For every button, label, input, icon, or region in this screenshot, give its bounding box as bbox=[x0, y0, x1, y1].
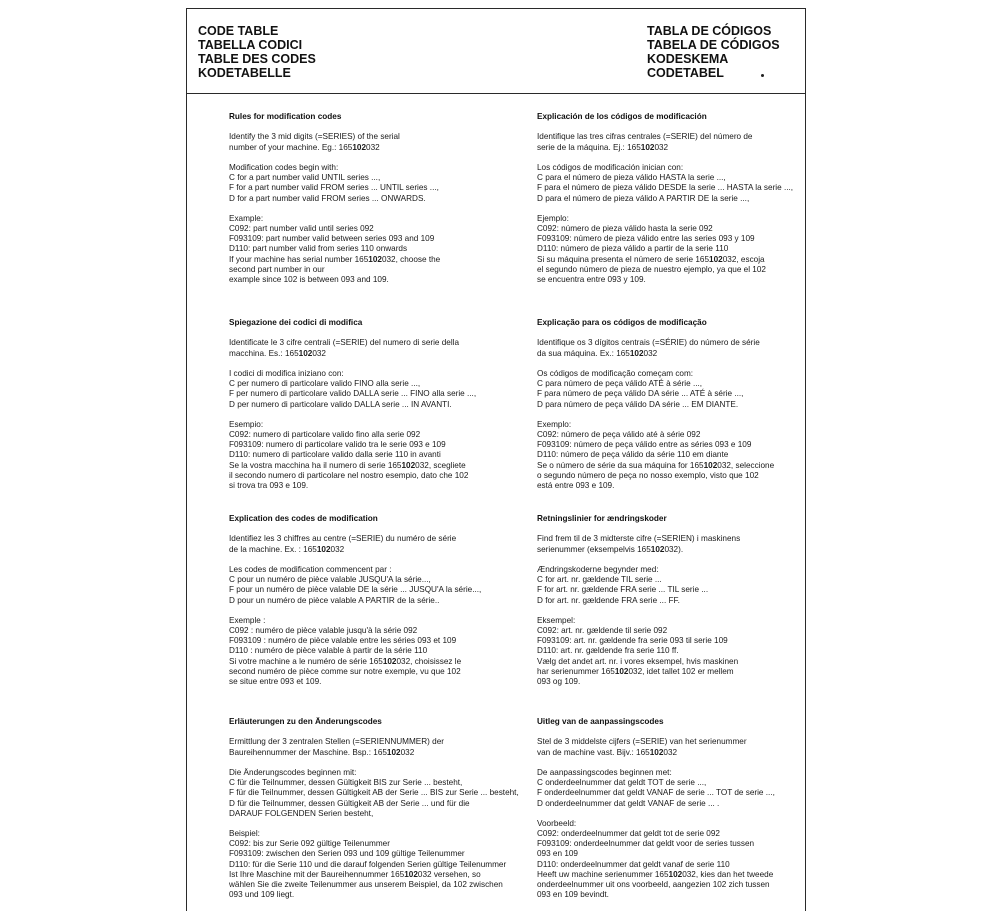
text-line bbox=[537, 748, 775, 758]
section-heading: Explicação para os códigos de modificação bbox=[537, 318, 707, 327]
text-line bbox=[537, 870, 775, 880]
paragraph bbox=[229, 338, 476, 358]
text-line bbox=[229, 349, 476, 359]
text-line: está entre 093 e 109. bbox=[537, 481, 615, 491]
text-line: C092: part number valid until series 092 bbox=[229, 224, 374, 234]
text-line: C092: número de peça válido até à série 092 bbox=[537, 430, 701, 440]
paragraph bbox=[537, 163, 793, 204]
serial-series-digits: 102 bbox=[316, 544, 331, 554]
text-line: Beispiel: bbox=[229, 829, 260, 839]
header-titles-right bbox=[647, 24, 780, 80]
text-line: De aanpassingscodes beginnen met: bbox=[537, 767, 672, 777]
text-line: D für die Teilnummer, dessen Gültigkeit AB der Serie ... und für die bbox=[229, 798, 470, 808]
text-line: F093109: número de peça válido entre as séries 093 e 109 bbox=[537, 440, 752, 450]
text-segment: 032 bbox=[654, 142, 669, 152]
paragraph bbox=[229, 369, 476, 410]
section-body bbox=[537, 338, 774, 491]
text-segment: 032 bbox=[643, 348, 658, 358]
text-segment: Se la vostra macchina ha il numero di serie 165 bbox=[229, 460, 402, 470]
text-line bbox=[229, 545, 481, 555]
text-segment: har serienummer 165 bbox=[537, 666, 615, 676]
text-line: C onderdeelnummer dat geldt TOT de serie ..., bbox=[537, 778, 707, 788]
paragraph bbox=[537, 768, 775, 809]
text-line: F093109: zwischen den Serien 093 und 109 gültige Teilenummer bbox=[229, 849, 465, 859]
text-segment: Se o número de série da sua máquina for 165 bbox=[537, 460, 704, 470]
text-line: C092 : numéro de pièce valable jusqu'à la série 092 bbox=[229, 626, 418, 636]
text-line: C092: numero di particolare valido fino alla serie 092 bbox=[229, 430, 421, 440]
section-modification-codes-pt bbox=[537, 318, 774, 501]
text-line: D110: onderdeelnummer dat geldt vanaf de serie 110 bbox=[537, 859, 730, 869]
text-segment: 032 bbox=[663, 747, 678, 757]
text-segment: serie de la máquina. Ej.: 165 bbox=[537, 142, 641, 152]
text-segment: If your machine has serial number 165 bbox=[229, 254, 369, 264]
text-line: D for a part number valid FROM series ... ONWARDS. bbox=[229, 193, 426, 203]
paragraph bbox=[229, 737, 519, 757]
text-segment: Ist Ihre Maschine mit der Baureihennummer 165 bbox=[229, 869, 405, 879]
text-line bbox=[229, 657, 481, 667]
text-line: Identifique os 3 dígitos centrais (=SÉRIE) do número de série bbox=[537, 338, 760, 348]
serial-series-digits: 102 bbox=[703, 460, 718, 470]
scan-mark bbox=[761, 74, 764, 77]
section-heading: Retningslinier for ændringskoder bbox=[537, 514, 667, 523]
text-line: Die Änderungscodes beginnen mit: bbox=[229, 767, 357, 777]
paragraph bbox=[537, 616, 740, 687]
text-line: F per numero di particolare valido DALLA serie ... FINO alla serie ..., bbox=[229, 389, 477, 399]
text-line: F onderdeelnummer dat geldt VANAF de serie ... TOT de serie ..., bbox=[537, 788, 775, 798]
text-line: Voorbeeld: bbox=[537, 818, 577, 828]
text-line: Identificate le 3 cifre centrali (=SERIE) del numero di serie della bbox=[229, 338, 460, 348]
paragraph bbox=[537, 565, 740, 606]
text-segment: serienummer (eksempelvis 165 bbox=[537, 544, 651, 554]
section-heading: Erläuterungen zu den Änderungscodes bbox=[229, 717, 382, 726]
text-line bbox=[229, 870, 519, 880]
paragraph bbox=[229, 565, 481, 606]
text-segment: Si su máquina presenta el número de serie 165 bbox=[537, 254, 710, 264]
title-table-des-codes: TABLE DES CODES bbox=[198, 52, 316, 66]
text-segment: 032). bbox=[664, 544, 684, 554]
text-line: 093 og 109. bbox=[537, 677, 581, 687]
text-segment: 032, escoja bbox=[722, 254, 765, 264]
section-heading: Explication des codes de modification bbox=[229, 514, 378, 523]
text-line: D110 : numéro de pièce valable à partir de la série 110 bbox=[229, 646, 428, 656]
text-line bbox=[537, 143, 793, 153]
section-body bbox=[229, 534, 481, 687]
serial-series-digits: 102 bbox=[709, 254, 723, 264]
text-line: Vælg det andet art. nr. i vores eksempel, hvis maskinen bbox=[537, 656, 739, 666]
text-line: Os códigos de modificação começam com: bbox=[537, 368, 694, 378]
paragraph bbox=[229, 420, 476, 491]
text-line: C092: onderdeelnummer dat geldt tot de serie 092 bbox=[537, 829, 720, 839]
text-line: example since 102 is between 093 and 109. bbox=[229, 275, 389, 285]
section-modification-codes-fr bbox=[229, 514, 481, 697]
text-line: il secondo numero di particolare nel nostro esempio, dato che 102 bbox=[229, 470, 469, 480]
text-line bbox=[537, 255, 793, 265]
text-line: F pour un numéro de pièce valable DE la série ... JUSQU'A la série..., bbox=[229, 585, 482, 595]
serial-series-digits: 102 bbox=[640, 142, 655, 152]
text-line: C para el número de pieza válido HASTA la serie ..., bbox=[537, 173, 726, 183]
text-line: C for a part number valid UNTIL series ..., bbox=[229, 173, 381, 183]
paragraph bbox=[537, 534, 740, 554]
text-segment: 032, choisissez le bbox=[396, 656, 462, 666]
paragraph bbox=[229, 132, 440, 152]
serial-series-digits: 102 bbox=[629, 348, 644, 358]
text-line: Stel de 3 middelste cijfers (=SERIE) van het serienummer bbox=[537, 737, 747, 747]
text-segment: da sua máquina. Ex.: 165 bbox=[537, 348, 630, 358]
serial-series-digits: 102 bbox=[382, 656, 397, 666]
text-line: DARAUF FOLGENDEN Serien besteht, bbox=[229, 808, 374, 818]
text-line: 093 und 109 liegt. bbox=[229, 890, 295, 900]
text-line bbox=[537, 349, 774, 359]
text-line: D110: numero di particolare valido dalla serie 110 in avanti bbox=[229, 450, 441, 460]
text-segment: van de machine vast. Bijv.: 165 bbox=[537, 747, 650, 757]
section-modification-codes-de bbox=[229, 717, 519, 911]
text-line: D para número de peça válido DA série ... EM DIANTE. bbox=[537, 399, 739, 409]
text-line: second numéro de pièce comme sur notre exemple, vu que 102 bbox=[229, 666, 461, 676]
text-line: F093109 : numéro de pièce valable entre les séries 093 et 109 bbox=[229, 636, 457, 646]
text-segment: 032, seleccione bbox=[717, 460, 775, 470]
text-segment: 032 bbox=[366, 142, 380, 152]
text-line: C for art. nr. gældende TIL serie ... bbox=[537, 575, 662, 585]
text-line: D110: número de pieza válido a partir de la serie 110 bbox=[537, 244, 729, 254]
text-line: D110: part number valid from series 110 onwards bbox=[229, 244, 408, 254]
text-line: F para el número de pieza válido DESDE la serie ... HASTA la serie ..., bbox=[537, 183, 794, 193]
title-kodetabelle: KODETABELLE bbox=[198, 66, 291, 80]
text-line: el segundo número de pieza de nuestro ejemplo, ya que el 102 bbox=[537, 264, 766, 274]
text-line: C092: número de pieza válido hasta la serie 092 bbox=[537, 224, 713, 234]
serial-series-digits: 102 bbox=[614, 666, 629, 676]
section-modification-codes-en bbox=[229, 112, 440, 295]
text-line: C para número de peça válido ATÉ à série ..., bbox=[537, 379, 703, 389]
serial-series-digits: 102 bbox=[404, 869, 418, 879]
text-segment: 032 versehen, so bbox=[417, 869, 481, 879]
serial-series-digits: 102 bbox=[668, 869, 683, 879]
section-modification-codes-es bbox=[537, 112, 793, 295]
paragraph bbox=[229, 214, 440, 285]
serial-series-digits: 102 bbox=[352, 142, 367, 152]
text-line: second part number in our bbox=[229, 264, 325, 274]
section-modification-codes-nl bbox=[537, 717, 775, 911]
text-line: D pour un numéro de pièce valable A PARTIR de la série.. bbox=[229, 595, 440, 605]
text-line: wählen Sie die zweite Teilenummer aus unserem Beispiel, da 102 zwischen bbox=[229, 880, 503, 890]
text-line: onderdeelnummer uit ons voorbeeld, aangezien 102 zich tussen bbox=[537, 880, 770, 890]
text-line: F for a part number valid FROM series ... UNTIL series ..., bbox=[229, 183, 439, 193]
serial-series-digits: 102 bbox=[368, 254, 382, 264]
paragraph bbox=[229, 616, 481, 687]
section-heading: Rules for modification codes bbox=[229, 112, 342, 121]
text-line: 093 en 109 bbox=[537, 849, 578, 859]
serial-series-digits: 102 bbox=[298, 348, 313, 358]
text-line: Los códigos de modificación inician con: bbox=[537, 162, 684, 172]
text-line: o segundo número de peça no nosso exemplo, visto que 102 bbox=[537, 470, 759, 480]
text-line: C092: art. nr. gældende til serie 092 bbox=[537, 626, 668, 636]
text-line: F093109: art. nr. gældende fra serie 093 til serie 109 bbox=[537, 636, 728, 646]
text-line bbox=[537, 461, 774, 471]
text-line: Identifique las tres cifras centrales (=SERIE) del número de bbox=[537, 132, 753, 142]
paragraph bbox=[537, 132, 793, 152]
text-line: Esempio: bbox=[229, 419, 264, 429]
text-line: Find frem til de 3 midterste cifre (=SERIEN) i maskinens bbox=[537, 534, 741, 544]
section-modification-codes-da bbox=[537, 514, 740, 697]
text-line: Eksempel: bbox=[537, 615, 576, 625]
serial-series-digits: 102 bbox=[401, 460, 416, 470]
text-line: C pour un numéro de pièce valable JUSQU'A la série..., bbox=[229, 575, 431, 585]
text-line: se situe entre 093 et 109. bbox=[229, 677, 322, 687]
text-segment: Heeft uw machine serienummer 165 bbox=[537, 869, 669, 879]
text-line: D110: número de peça válido da série 110 em diante bbox=[537, 450, 729, 460]
title-tabla-de-codigos: TABLA DE CÓDIGOS bbox=[647, 24, 772, 38]
text-segment: 032 bbox=[330, 544, 345, 554]
section-heading: Explicación de los códigos de modificación bbox=[537, 112, 707, 121]
section-body bbox=[229, 132, 440, 285]
text-line bbox=[537, 545, 740, 555]
section-body bbox=[537, 534, 740, 687]
text-segment: macchina. Es.: 165 bbox=[229, 348, 299, 358]
paragraph bbox=[229, 768, 519, 819]
text-line: Exemplo: bbox=[537, 419, 572, 429]
text-segment: de la machine. Ex. : 165 bbox=[229, 544, 317, 554]
text-segment: 032 bbox=[312, 348, 326, 358]
title-codetabel: CODETABEL bbox=[647, 66, 724, 80]
text-line: D para el número de pieza válido A PARTIR DE la serie ..., bbox=[537, 193, 750, 203]
text-segment: 032, scegliete bbox=[415, 460, 466, 470]
section-body bbox=[537, 737, 775, 900]
section-heading: Spiegazione dei codici di modifica bbox=[229, 318, 363, 327]
serial-series-digits: 102 bbox=[386, 747, 401, 757]
paragraph bbox=[537, 737, 775, 757]
text-segment: Baureihennummer der Maschine. Bsp.: 165 bbox=[229, 747, 387, 757]
text-line: F für die Teilnummer, dessen Gültigkeit AB der Serie ... BIS zur Serie ... besteht, bbox=[229, 788, 519, 798]
title-tabela-de-codigos: TABELA DE CÓDIGOS bbox=[647, 38, 780, 52]
paragraph bbox=[229, 829, 519, 900]
text-line: D for art. nr. gældende FRA serie ... FF. bbox=[537, 595, 680, 605]
text-line: Ermittlung der 3 zentralen Stellen (=SERIENNUMMER) der bbox=[229, 737, 444, 747]
section-modification-codes-it bbox=[229, 318, 476, 501]
text-line bbox=[537, 667, 740, 677]
text-line: Ejemplo: bbox=[537, 213, 569, 223]
text-line: D onderdeelnummer dat geldt VANAF de serie ... . bbox=[537, 798, 720, 808]
text-line: Ændringskoderne begynder med: bbox=[537, 564, 659, 574]
title-code-table: CODE TABLE bbox=[198, 24, 279, 38]
text-segment: 032 bbox=[400, 747, 415, 757]
text-segment: 032, kies dan het tweede bbox=[682, 869, 774, 879]
text-line: C für die Teilnummer, dessen Gültigkeit BIS zur Serie ... besteht, bbox=[229, 778, 463, 788]
text-line: Exemple : bbox=[229, 615, 266, 625]
title-tabella-codici: TABELLA CODICI bbox=[198, 38, 303, 52]
text-line: 093 en 109 bevindt. bbox=[537, 890, 609, 900]
text-line: si trova tra 093 e 109. bbox=[229, 481, 309, 491]
header-divider bbox=[186, 93, 806, 94]
serial-series-digits: 102 bbox=[649, 747, 664, 757]
text-segment: 032, idet tallet 102 er mellem bbox=[628, 666, 734, 676]
text-line: Modification codes begin with: bbox=[229, 162, 339, 172]
text-line: F for art. nr. gældende FRA serie ... TIL serie ... bbox=[537, 585, 709, 595]
text-segment: number of your machine. Eg.: 165 bbox=[229, 142, 353, 152]
text-line: C092: bis zur Serie 092 gültige Teilenummer bbox=[229, 839, 390, 849]
paragraph bbox=[229, 534, 481, 554]
paragraph bbox=[537, 819, 775, 901]
section-body bbox=[229, 338, 476, 491]
text-line: F093109: número de pieza válido entre las series 093 y 109 bbox=[537, 234, 755, 244]
text-line: D110: für die Serie 110 und die darauf folgenden Serien gültige Teilenummer bbox=[229, 859, 507, 869]
header-titles-left bbox=[198, 24, 316, 80]
text-line: Les codes de modification commencent par : bbox=[229, 564, 392, 574]
text-segment: Si votre machine a le numéro de série 165 bbox=[229, 656, 383, 666]
text-line: D per numero di particolare valido DALLA serie ... IN AVANTI. bbox=[229, 399, 452, 409]
text-segment: 032, choose the bbox=[381, 254, 441, 264]
section-heading: Uitleg van de aanpassingscodes bbox=[537, 717, 664, 726]
text-line: F para número de peça válido DA série ... ATÉ à série ..., bbox=[537, 389, 744, 399]
paragraph bbox=[229, 163, 440, 204]
paragraph bbox=[537, 369, 774, 410]
section-body bbox=[229, 737, 519, 900]
paragraph bbox=[537, 338, 774, 358]
serial-series-digits: 102 bbox=[650, 544, 665, 554]
text-line: C per numero di particolare valido FINO alla serie ..., bbox=[229, 379, 421, 389]
text-line bbox=[229, 748, 519, 758]
paragraph bbox=[537, 420, 774, 491]
text-line: Identify the 3 mid digits (=SERIES) of the serial bbox=[229, 132, 400, 142]
title-kodeskema: KODESKEMA bbox=[647, 52, 729, 66]
text-line: Identifiez les 3 chiffres au centre (=SERIE) du numéro de série bbox=[229, 534, 457, 544]
text-line: F093109: numero di particolare valido tra le serie 093 e 109 bbox=[229, 440, 446, 450]
text-line: Example: bbox=[229, 213, 264, 223]
text-line bbox=[229, 461, 476, 471]
text-line: F093109: onderdeelnummer dat geldt voor de series tussen bbox=[537, 839, 755, 849]
text-line: I codici di modifica iniziano con: bbox=[229, 368, 344, 378]
text-line: se encuentra entre 093 y 109. bbox=[537, 275, 646, 285]
text-line: F093109: part number valid between series 093 and 109 bbox=[229, 234, 435, 244]
section-body bbox=[537, 132, 793, 285]
paragraph bbox=[537, 214, 793, 285]
text-line bbox=[229, 255, 440, 265]
text-line bbox=[229, 143, 440, 153]
text-line: D110: art. nr. gældende fra serie 110 ff. bbox=[537, 646, 679, 656]
